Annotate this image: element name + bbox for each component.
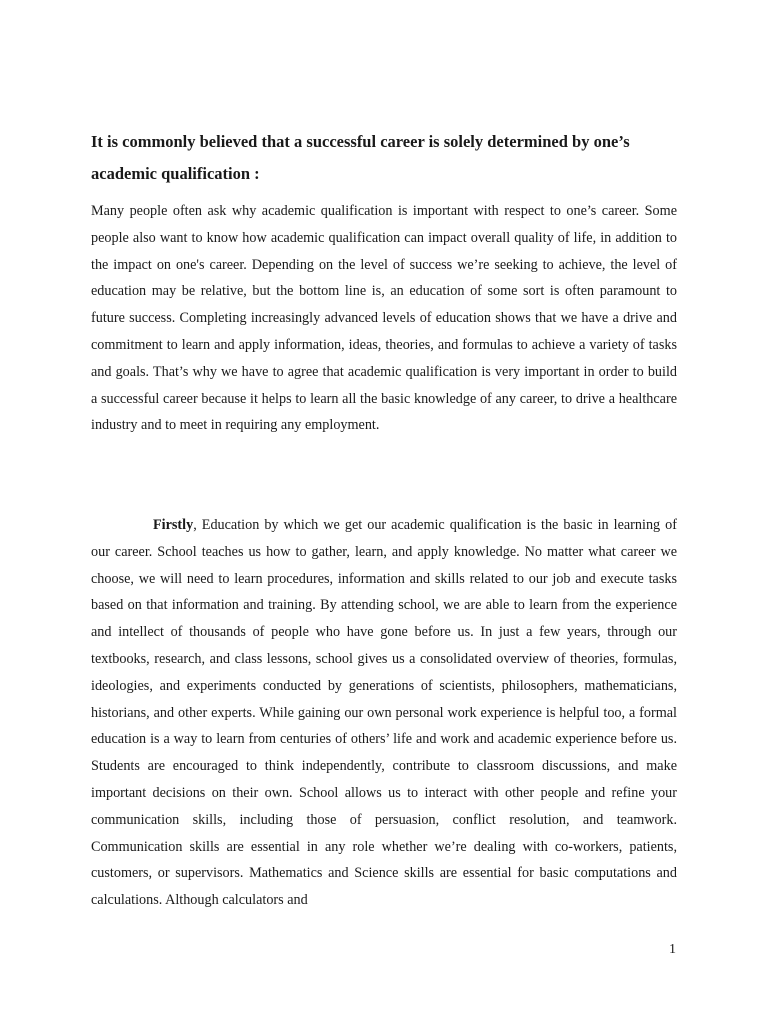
firstly-paragraph <box>91 512 677 914</box>
intro-paragraph <box>91 198 677 439</box>
essay-heading: It is commonly believed that a successful career is solely determined by one’s academic qualification : <box>91 132 630 183</box>
intro-paragraph-text: Many people often ask why academic qualification is important with respect to one’s career. Some people also want to know how academic qualification can impact overall quality of life, in addition to the impact on one's career. Depending on the level of success we’re seeking to achieve, the level of education may be relative, but the bottom line is, an education of some sort is often paramount to future success. Completing increasingly advanced levels of education shows that we have a drive and commitment to learn and apply information, ideas, theories, and formulas to achieve a variety of tasks and goals. That’s why we have to agree that academic qualification is very important in order to build a successful career because it helps to learn all the basic knowledge of any career, to drive a healthcare industry and to meet in requiring any employment. <box>91 203 677 434</box>
firstly-paragraph-text: , Education by which we get our academic qualification is the basic in learning of our career. School teaches us how to gather, learn, and apply knowledge. No matter what career we choose, we will need to learn procedures, information and skills related to our job and execute tasks based on that information and training. By attending school, we are able to learn from the experience and intellect of thousands of people who have gone before us. In just a few years, through our textbooks, research, and class lessons, school gives us a consolidated overview of theories, formulas, ideologies, and experiments conducted by generations of scientists, philosophers, mathematicians, historians, and other experts. While gaining our own personal work experience is helpful too, a formal education is a way to learn from centuries of others’ life and work and academic experience before us. Students are encouraged to think independently, contribute to classroom discussions, and make important decisions on their own. School allows us to interact with other people and refine your communication skills, including those of persuasion, conflict resolution, and teamwork. Communication skills are essential in any role whether we’re dealing with co-workers, patients, customers, or supervisors. Mathematics and Science skills are essential for basic computations and calculations. Although calculators and <box>91 517 677 909</box>
firstly-lead-word: Firstly <box>153 517 194 533</box>
page-number: 1 <box>669 942 676 957</box>
